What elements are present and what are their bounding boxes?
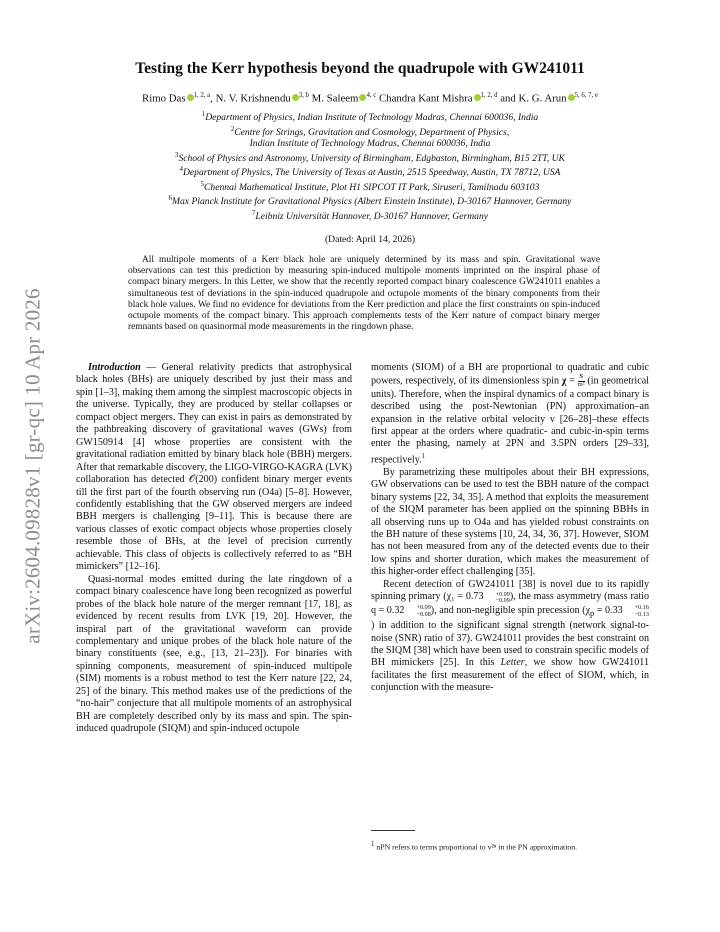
paragraph [371, 579, 649, 695]
orcid-icon[interactable] [292, 94, 299, 101]
affiliation [60, 124, 680, 139]
footnote-number: 1 [371, 841, 375, 848]
author-name: N. V. Krishnendu [215, 92, 291, 105]
affiliation-text: Department of Physics, Indian Institute of Technology Madras, Chennai 600036, India [205, 112, 539, 124]
right-column [371, 362, 649, 695]
paragraph-text: General relativity predicts that astrophysical black holes (BHs) are uniquely described by just their mass and spin [1–3], making them among the simplest macroscopic objects in the universe. Typically, they are produced by stellar collapses or compact object mergers. They can exist in pairs as demonstrated by the pathbreaking discovery of gravitational waves (GWs) from GW150914 [4] whose properties are consistent with the gravitational radiation emitted by binary black hole (BBH) mergers. After that remarkable discovery, the LIGO-VIRGO-KAGRA (LVK) collaboration has detected 𝒪(200) confident binary merger events till the first part of the fourth observing run (O4a) [5–8]. However, confidently establishing that the GW observed mergers are indeed BBH mergers is challenging [9–11]. This is because there are various classes of exotic compact objects whose properties closely resemble those of BHs, at the level of precision currently achievable. This class of objects is collectively referred to as “BH mimickers” [12–16]. [76, 362, 352, 573]
paragraph-text: ) in addition to the significant signal strength (network signal-to-noise (SNR) ratio of 37). GW241011 provides the best constraint on the SIQM [38] which have been used to constrain specific models of BH mimickers [25]. In this [371, 620, 649, 669]
affil-mark: 3, b [298, 92, 309, 99]
affiliation-text: Indian Institute of Technology Madras, Chennai 600036, India [249, 138, 491, 150]
affil-mark: 1, 2, d [480, 92, 498, 99]
uncertainty-lower: −0.13 [634, 610, 649, 618]
affiliation [60, 150, 680, 165]
paper-title: Testing the Kerr hypothesis beyond the quadrupole with GW241011 [135, 60, 585, 77]
affil-mark: 1, 2, a [193, 92, 211, 99]
orcid-icon[interactable] [568, 94, 575, 101]
footnote-rule [371, 830, 415, 831]
orcid-icon[interactable] [187, 94, 194, 101]
affil-number: 7 [251, 209, 256, 217]
uncertainty-lower: −0.09 [495, 597, 510, 605]
paragraph-text: ), the mass asymmetry (mass ratio q = 0.32 [371, 591, 649, 616]
fraction-denominator: m² [577, 381, 585, 389]
affiliation-text: Department of Physics, The University of Texas at Austin, 2515 Speedway, Austin, TX 78712, USA [182, 167, 561, 179]
affiliation [60, 138, 680, 149]
affil-number: 6 [168, 195, 172, 203]
affiliation-text: Max Planck Institute for Gravitational Physics (Albert Einstein Institute), D-30167 Hannover, Germany [172, 196, 572, 208]
paragraph: Quasi-normal modes emitted during the late ringdown of a compact binary coalescence have long been recognized as powerful probes of the black hole nature of the merger remnant [17, 18], as evidenced by recent results from LVK [19, 20]. However, the inspiral part of the gravitational waveform can provide complementary and unique probes of the black hole nature of the binary constituents (see, e.g., [13, 21–23]). For binaries with spinning components, measurement of spin-induced multipole (SIM) moments is a robust method to test the Kerr nature [22, 24, 25] of the binary. This method makes use of the predictions of the “no-hair” conjecture that all multipole moments of an astrophysical BH are completely described only by its mass and spin. The spin-induced quadrupole (SIQM) and spin-induced octupole [76, 573, 352, 735]
affiliation-text: School of Physics and Astronomy, University of Birmingham, Edgbaston, Birmingham, B15 2TT, UK [178, 152, 565, 164]
affiliation [60, 179, 680, 194]
fraction-numerator: S [579, 373, 583, 381]
uncertainty-lower: −0.08 [416, 610, 431, 618]
affil-number: 1 [201, 111, 206, 118]
footnote-mark[interactable]: 1 [421, 452, 426, 460]
chi-symbol: χ [561, 375, 567, 387]
arxiv-sidebar [6, 0, 60, 932]
footnote [371, 840, 649, 852]
author-name: M. Saleem [311, 92, 359, 105]
footnote-text: nPN refers to terms proportional to v²ⁿ in the PN approximation. [374, 842, 578, 852]
paragraph-text: (in geometrical units). Therefore, when the inspiral dynamics of a compact binary is described using the post-Newtonian (PN) approximation–an expansion in the relative orbital velocity v [26–28]–these effects first appear at the orders where quadratic- and cubic-in-spin terms enter the phasing, namely at 2PN and 3.5PN orders [29–33], respectively. [371, 375, 649, 466]
affiliation-text: Centre for Strings, Gravitation and Cosmology, Department of Physics, [234, 126, 510, 138]
paragraph [371, 362, 649, 467]
affil-mark: 4, c [366, 92, 377, 99]
equals-sign: = [566, 375, 578, 387]
left-column [76, 362, 352, 736]
author-list [60, 92, 680, 105]
paragraph-text: = 0.33 [594, 604, 623, 616]
author-sep: , [210, 92, 213, 105]
affil-mark: 5, 6, 7, e [574, 92, 598, 99]
subscript: p [590, 608, 595, 618]
orcid-icon[interactable] [474, 94, 481, 101]
paragraph-text: moments (SIOM) of a BH are proportional to quadratic and cubic powers, respectively, of its dimensionless spin [371, 362, 649, 387]
affiliation [60, 208, 680, 223]
paragraph: By parametrizing these multipoles about their BH expressions, GW observations can be used to test the BBH nature of the compact binary systems [22, 34, 35]. A method that exploits the measurement of the SIQM parameter has been applied on the spinning BBHs in all observing runs up to O4a and has yielded robust constraints on the BH nature of these systems [10, 24, 34, 36, 37]. However, SIOM has not been measured from any of the detected events due to their low spins and shorter duration, which makes the measurement of this higher-order effect challenging [35]. [371, 466, 649, 578]
author-and: and [500, 92, 516, 105]
arxiv-identifier: arXiv:2604.09828v1 [gr-qc] 10 Apr 2026 [20, 288, 45, 644]
affiliation-text: Leibniz Universität Hannover, D-30167 Hannover, Germany [255, 211, 489, 223]
paragraph-text: Recent detection of GW241011 [38] is novel due to its rapidly spinning primary (χ₁ = 0.73 [371, 578, 649, 603]
uncertainty-upper: +0.09 [495, 590, 510, 598]
affiliation [60, 109, 680, 124]
paragraph-text: ), and non-negligible spin precession (χ [430, 604, 591, 616]
affil-number: 3 [175, 151, 179, 159]
italic-word: Letter [500, 657, 525, 669]
affiliation [60, 164, 680, 179]
uncertainty-upper: +0.16 [634, 604, 649, 612]
uncertainty [404, 605, 430, 618]
abstract: All multipole moments of a Kerr black hole are uniquely determined by its mass and spin. Gravitational wave observations can test this prediction by measuring spin-induced multipole moments imprinted on the inspiral phase of compact binary mergers. In this Letter, we show that the recently reported compact binary coalescence GW241011 enables a simultaneous test of deviations in the spin-induced quadrupole and octupole moments of the binary components from their black hole values. We find no evidence for deviations from the Kerr prediction and place the first constraints on spin-induced octupole moments of the compact binary. This approach complements tests of the Kerr nature of compact binary merger remnants based on quasinormal mode measurements in the ringdown phase. [128, 255, 600, 333]
affil-number: 4 [179, 166, 183, 174]
uncertainty [623, 605, 649, 618]
affiliation-text: Chennai Mathematical Institute, Plot H1 SIPCOT IT Park, Siruseri, Tamilnadu 603103 [204, 181, 540, 193]
paragraph-text: , we show how GW241011 facilitates the first measurement of the effect of SIOM, which, in conjunction with the measure- [371, 657, 649, 694]
author-name: K. G. Arun [518, 92, 567, 105]
author-name: Chandra Kant Mishra [378, 92, 473, 105]
affil-number: 2 [230, 125, 235, 133]
date-line: (Dated: April 14, 2026) [324, 234, 416, 245]
heading-dash: — [140, 362, 162, 373]
section-heading: Introduction [88, 362, 141, 373]
affiliation-list [60, 109, 680, 223]
affil-number: 5 [200, 180, 205, 188]
paragraph [76, 362, 352, 574]
uncertainty [484, 592, 510, 605]
author-name: Rimo Das [142, 92, 186, 105]
uncertainty-upper: +0.09 [416, 604, 431, 612]
affiliation [60, 193, 680, 208]
spin-fraction [578, 374, 585, 388]
